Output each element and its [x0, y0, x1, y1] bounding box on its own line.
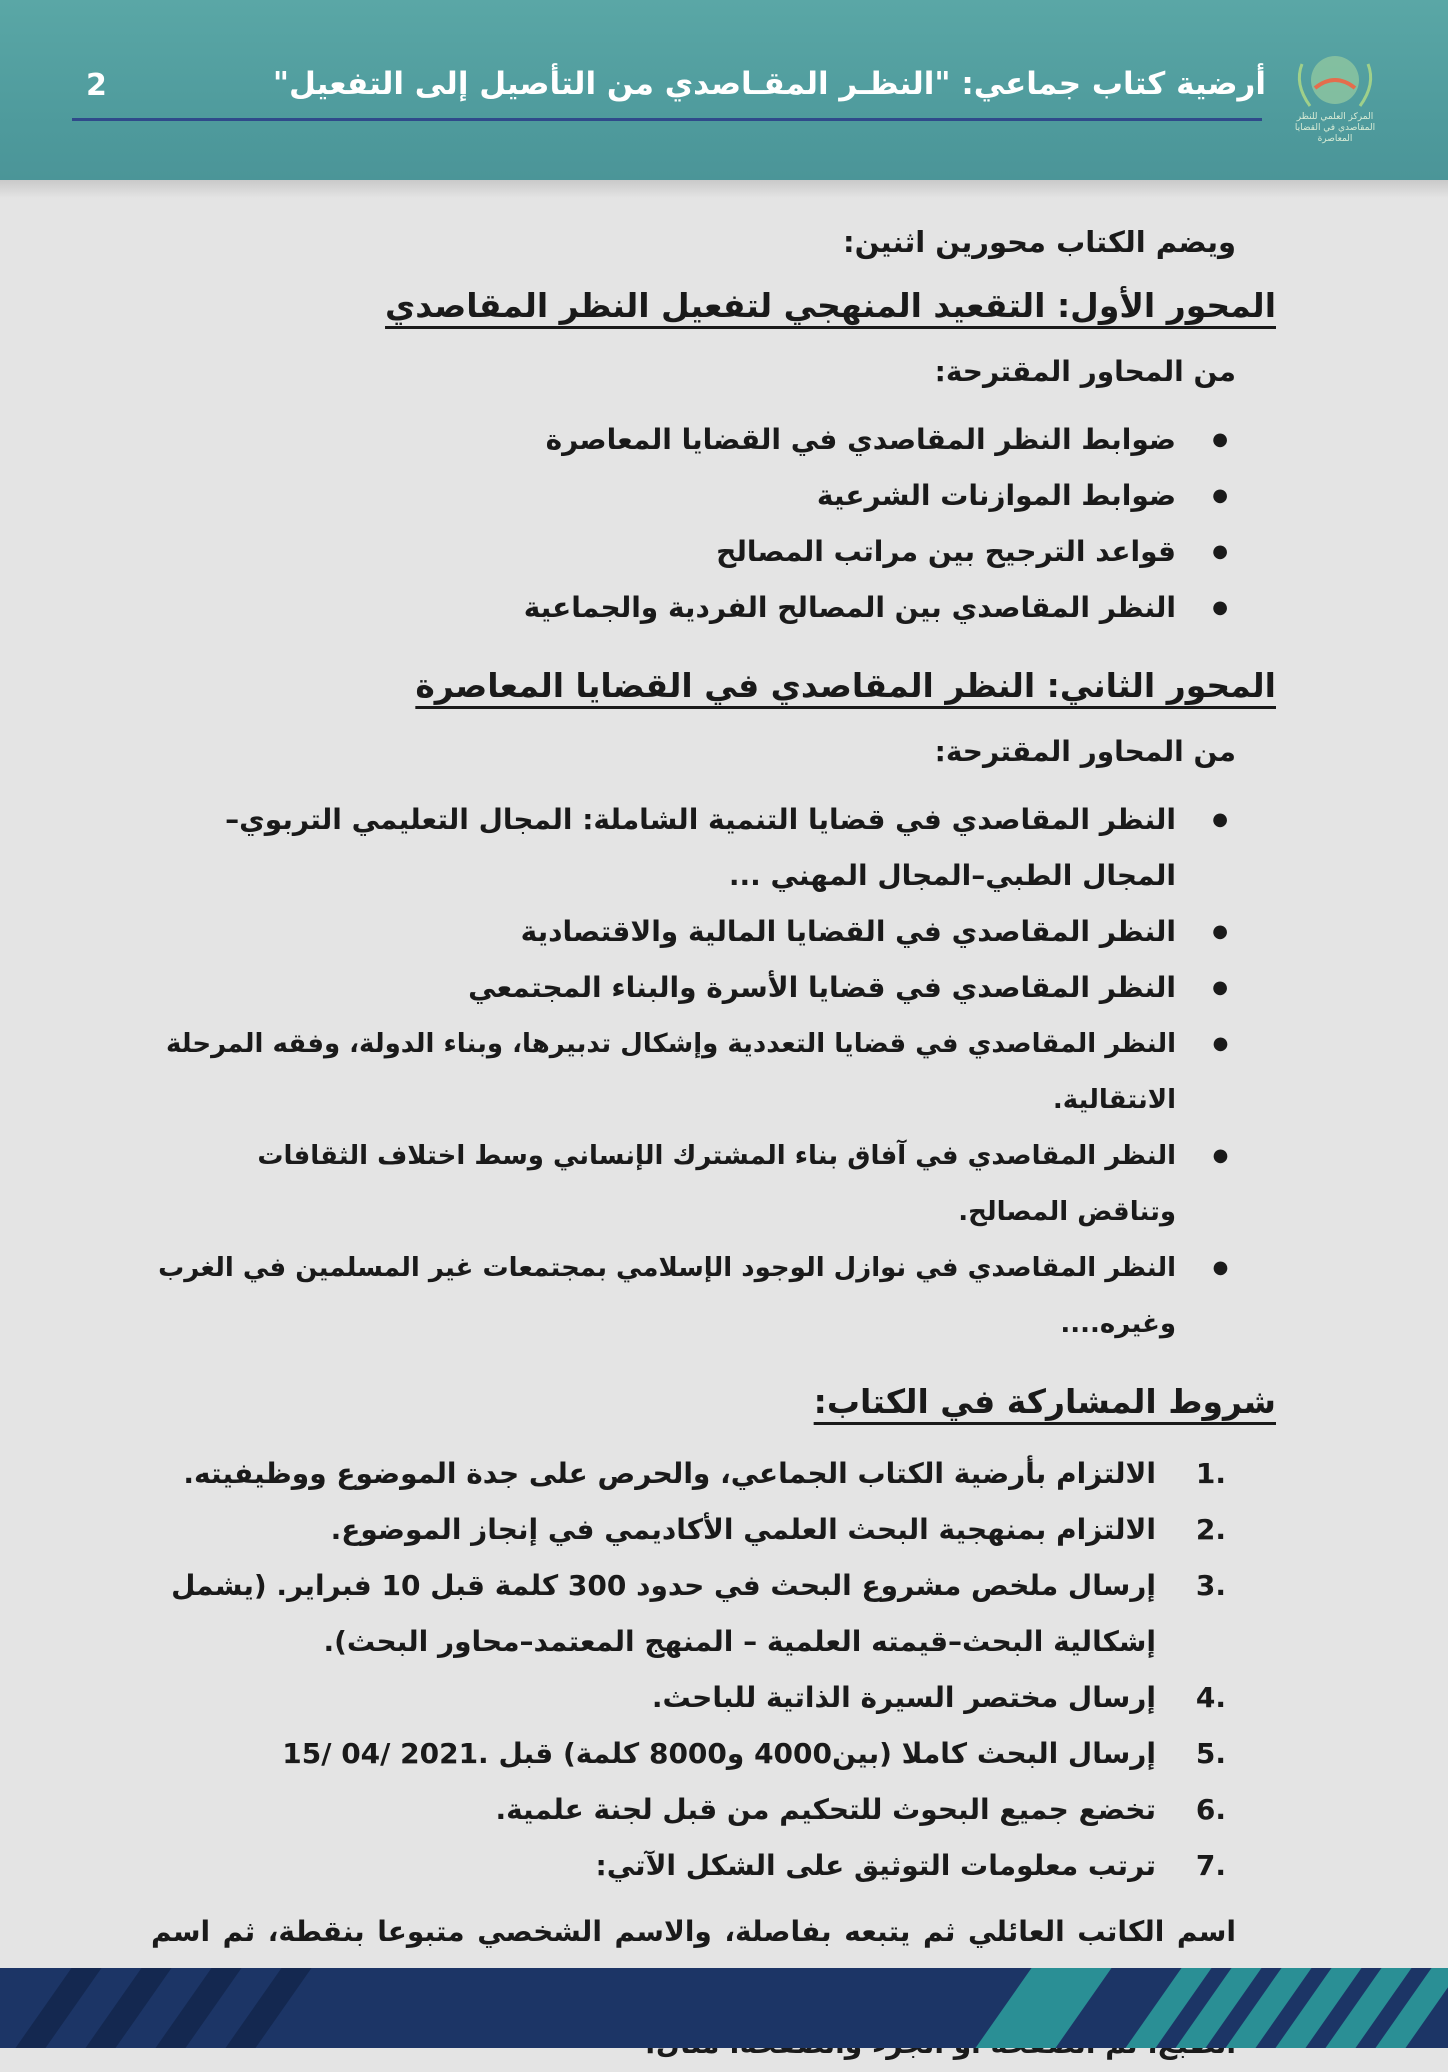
- list-item: ● النظر المقاصدي في آفاق بناء المشترك الإنساني وسط اختلاف الثقافات وتناقض المصالح.: [151, 1128, 1276, 1240]
- list-item: ● النظر المقاصدي في نوازل الوجود الإسلامي بمجتمعات غير المسلمين في الغرب وغيره....: [151, 1240, 1276, 1352]
- condition-item: [151, 1670, 1276, 1726]
- list-item: ● قواعد الترجيح بين مراتب المصالح: [151, 524, 1276, 580]
- header-title: أرضية كتاب جماعي: "النظـر المقـاصدي من التأصيل إلى التفعيل": [272, 66, 1266, 102]
- list-item: ● النظر المقاصدي في القضايا المالية والاقتصادية: [151, 904, 1276, 960]
- list-item: ● ضوابط النظر المقاصدي في القضايا المعاصرة: [151, 412, 1276, 468]
- conditions-heading: شروط المشاركة في الكتاب:: [813, 1382, 1276, 1421]
- page-footer: [0, 1968, 1448, 2048]
- condition-text: الالتزام بمنهجية البحث العلمي الأكاديمي في إنجاز الموضوع.: [330, 1513, 1156, 1546]
- axis2-heading: المحور الثاني: النظر المقاصدي في القضايا المعاصرة: [415, 666, 1276, 705]
- axis1-subheading: من المحاور المقترحة:: [934, 355, 1236, 388]
- condition-item: [151, 1446, 1276, 1502]
- condition-item: [151, 1726, 1276, 1782]
- axis2-subheading: من المحاور المقترحة:: [934, 735, 1236, 768]
- condition-number: 5.: [1195, 1737, 1226, 1770]
- condition-number: 7.: [1195, 1849, 1226, 1882]
- condition-item: [151, 1558, 1276, 1670]
- condition-number: 4.: [1195, 1681, 1226, 1714]
- conditions-list: [151, 1446, 1276, 1894]
- list-item: ● النظر المقاصدي في قضايا الأسرة والبناء المجتمعي: [151, 960, 1276, 1016]
- condition-item: [151, 1838, 1276, 1894]
- condition-number: 2.: [1195, 1513, 1226, 1546]
- axis2-list: [151, 792, 1276, 1352]
- condition-text: إرسال البحث كاملا (بين4000 و8000 كلمة) قبل: [488, 1737, 1156, 1770]
- condition-text: تخضع جميع البحوث للتحكيم من قبل لجنة علمية.: [495, 1793, 1156, 1826]
- document-body: [151, 220, 1276, 2072]
- condition-text: إرسال ملخص مشروع البحث في حدود 300 كلمة قبل 10 فبراير. (يشمل إشكالية البحث–قيمته العلمية – المنهج المعتمد–محاور البحث).: [171, 1569, 1156, 1658]
- condition-text: إرسال مختصر السيرة الذاتية للباحث.: [651, 1681, 1156, 1714]
- page-header: [0, 0, 1448, 180]
- footer-stripe: [961, 1968, 1118, 2048]
- list-item: ● ضوابط الموازنات الشرعية: [151, 468, 1276, 524]
- deadline-date: 15/ 04/ 2021.: [282, 1737, 489, 1770]
- list-item: ● النظر المقاصدي في قضايا التعددية وإشكال تدبيرها، وبناء الدولة، وفقه المرحلة الانتقالية.: [151, 1016, 1276, 1128]
- header-divider: [72, 118, 1262, 121]
- condition-item: [151, 1502, 1276, 1558]
- condition-text: ترتب معلومات التوثيق على الشكل الآتي:: [595, 1849, 1156, 1882]
- condition-number: 6.: [1195, 1793, 1226, 1826]
- axis1-list: [151, 412, 1276, 636]
- condition-number: 3.: [1195, 1569, 1226, 1602]
- condition-item: [151, 1782, 1276, 1838]
- condition-text: الالتزام بأرضية الكتاب الجماعي، والحرص على جدة الموضوع ووظيفيته.: [183, 1457, 1156, 1490]
- intro-text: ويضم الكتاب محورين اثنين:: [842, 225, 1236, 259]
- list-item: ● النظر المقاصدي بين المصالح الفردية والجماعية: [151, 580, 1276, 636]
- axis1-heading: المحور الأول: التقعيد المنهجي لتفعيل النظر المقاصدي: [385, 286, 1276, 325]
- page-number: 2: [86, 68, 107, 103]
- logo-caption: المركز العلمي للنظر المقاصدي في القضايا المعاصرة: [1294, 112, 1376, 144]
- header-shadow: [0, 180, 1448, 198]
- citation-format-paragraph: اسم الكاتب العائلي ثم يتبعه بفاصلة، والاسم الشخصي متبوعا بنقطة، ثم اسم: [151, 1915, 1236, 1948]
- condition-number: 1.: [1195, 1457, 1226, 1490]
- list-item: ● النظر المقاصدي في قضايا التنمية الشاملة: المجال التعليمي التربوي–المجال الطبي–المجال المهني ...: [151, 792, 1276, 904]
